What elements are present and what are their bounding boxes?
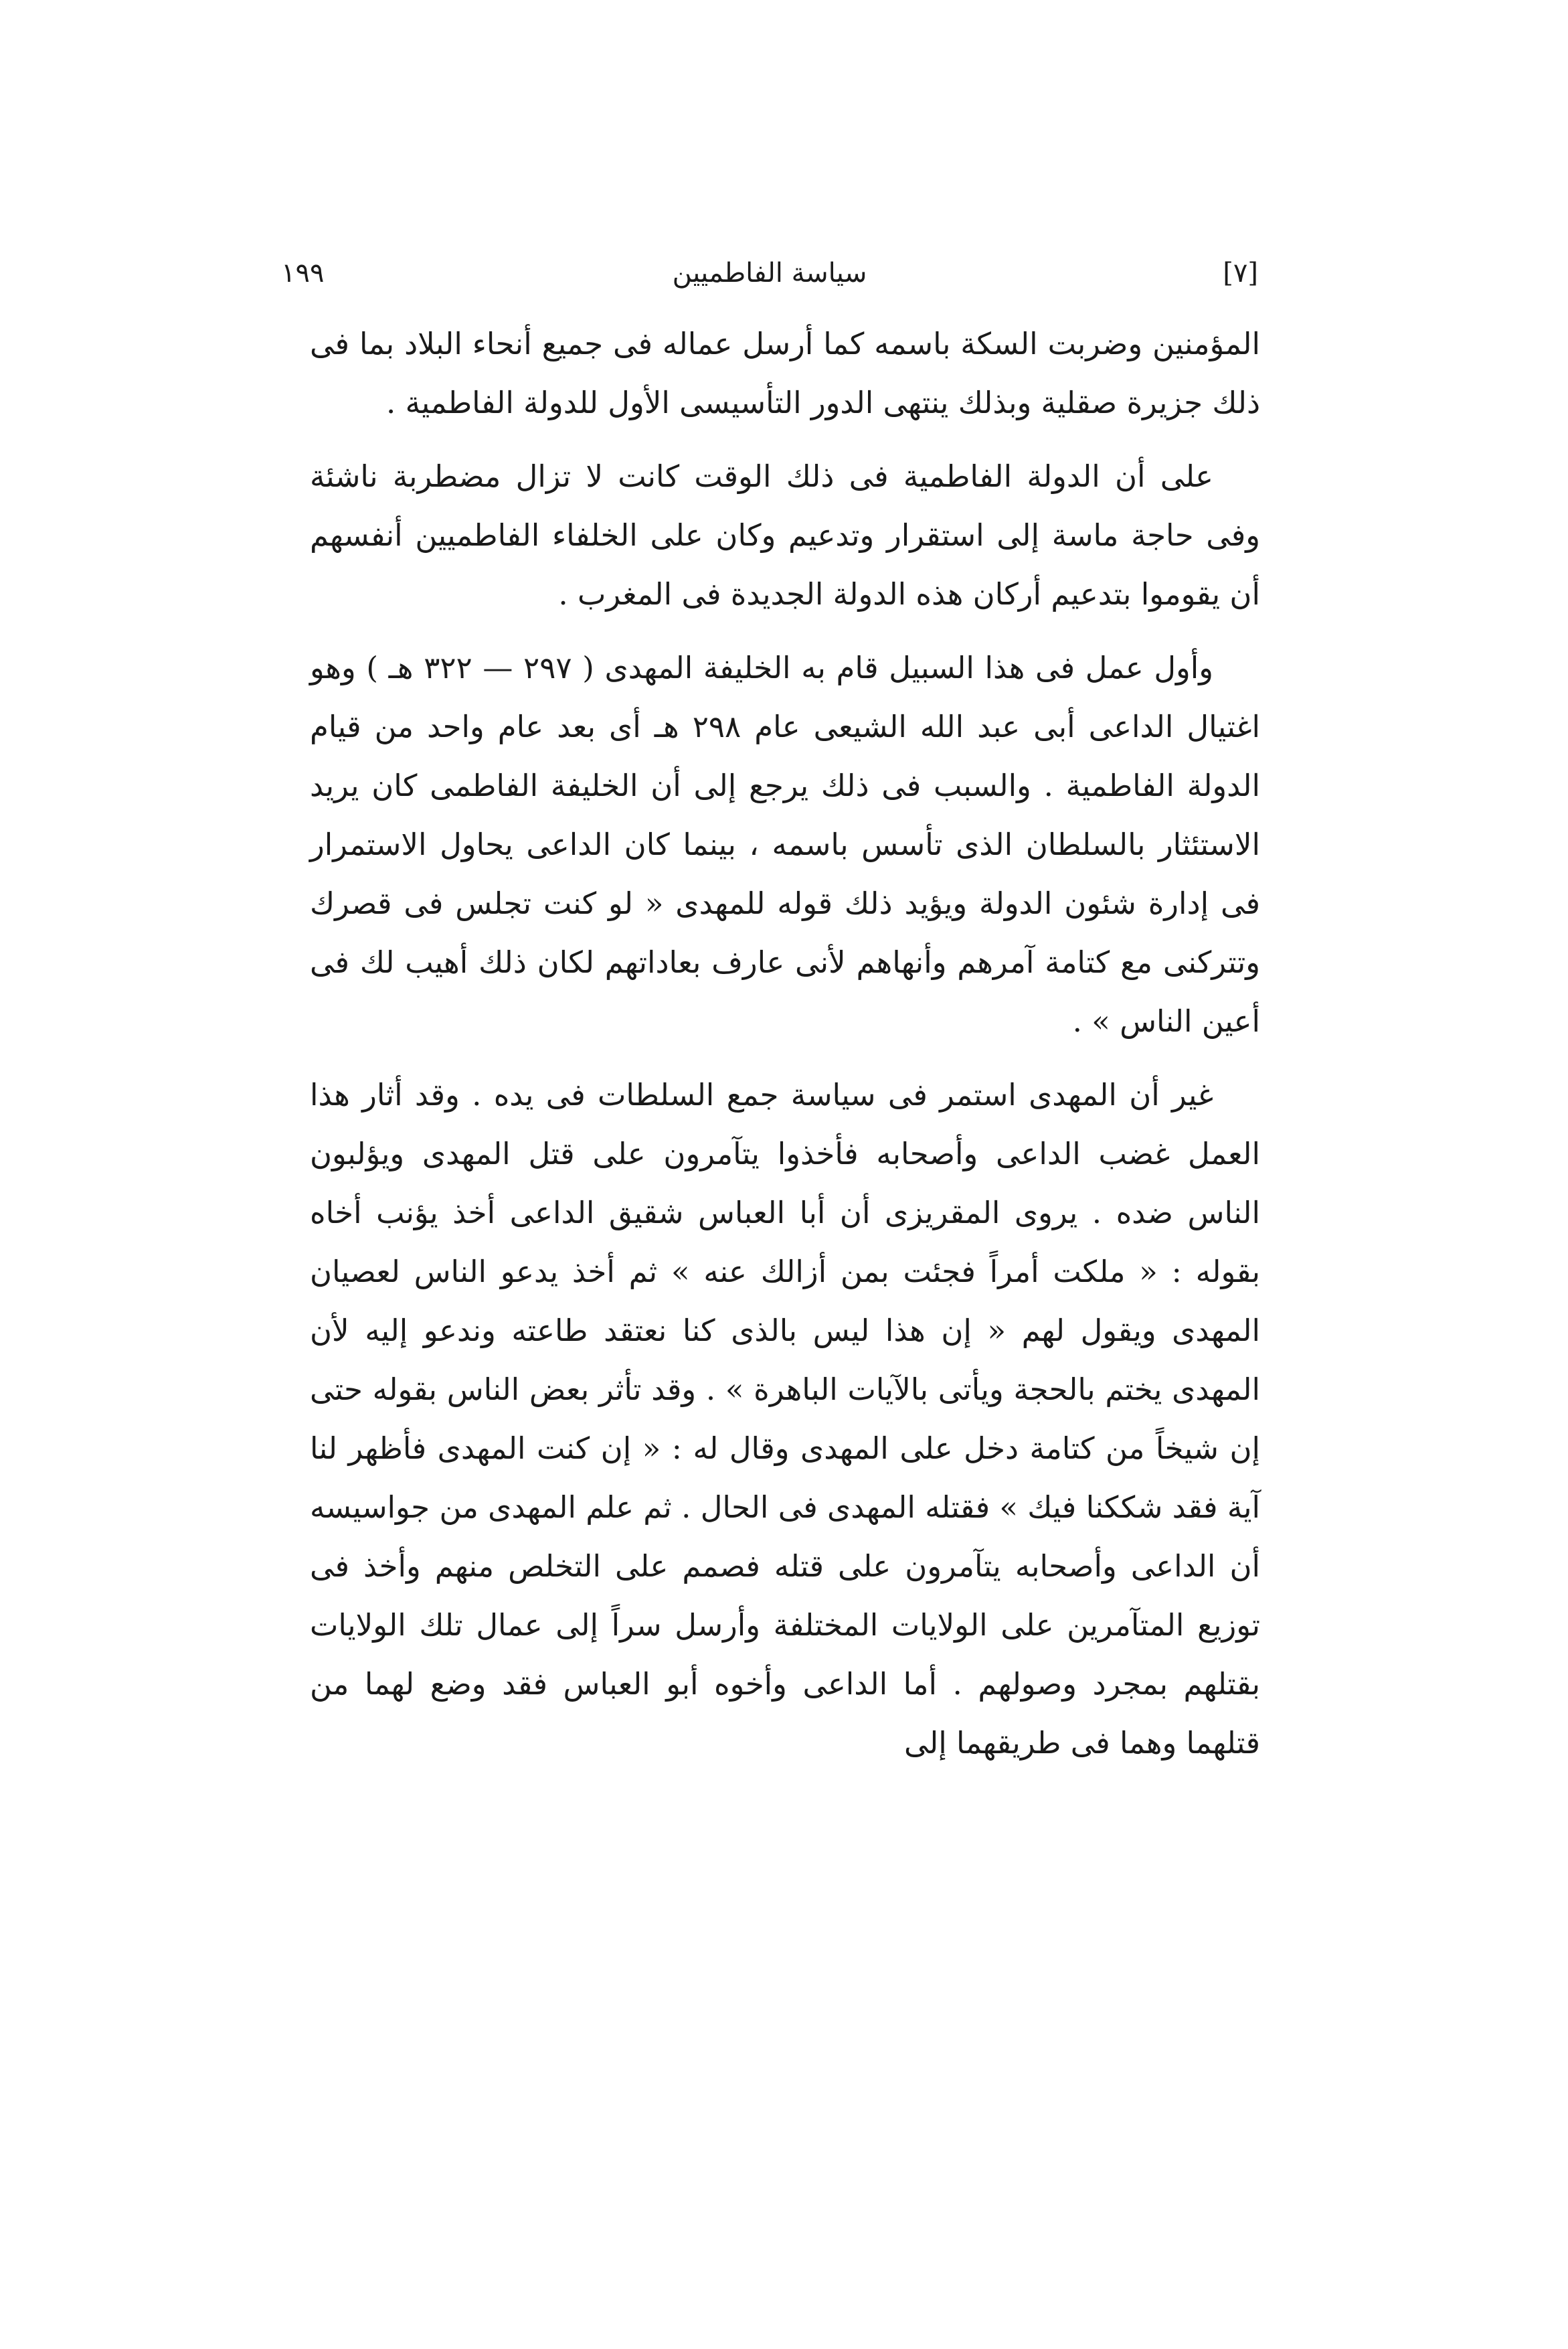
page-header (281, 253, 1258, 300)
paragraph-1: المؤمنين وضربت السكة باسمه كما أرسل عماله فى جميع أنحاء البلاد بما فى ذلك جزيرة صقلية وبذلك ينتهى الدور التأسيسى الأول للدولة الفاطمية . (310, 326, 1260, 420)
section-marker: [٧] (1223, 258, 1258, 289)
page-number: ١٩٩ (281, 258, 325, 289)
paragraph-3: وأول عمل فى هذا السبيل قام به الخليفة المهدى ( ٢٩٧ — ٣٢٢ هـ ) وهو اغتيال الداعى أبى عبد الله الشيعى عام ٢٩٨ هـ أى بعد عام واحد من قيام الدولة الفاطمية . والسبب فى ذلك يرجع إلى أن الخليفة الفاطمى كان يريد الاستئثار بالسلطان الذى تأسس باسمه ، بينما كان الداعى يحاول الاستمرار فى إدارة شئون الدولة ويؤيد ذلك قوله للمهدى « لو كنت تجلس فى قصرك وتتركنى مع كتامة آمرهم وأنهاهم لأنى عارف بعاداتهم لكان ذلك أهيب لك فى أعين الناس » . (310, 650, 1260, 1039)
paragraph-2: على أن الدولة الفاطمية فى ذلك الوقت كانت لا تزال مضطربة ناشئة وفى حاجة ماسة إلى استقرار وتدعيم وكان على الخلفاء الفاطميين أنفسهم أن يقوموا بتدعيم أركان هذه الدولة الجديدة فى المغرب . (310, 459, 1260, 612)
text-body (310, 315, 1260, 1773)
paragraph-4: غير أن المهدى استمر فى سياسة جمع السلطات فى يده . وقد أثار هذا العمل غضب الداعى وأصحابه فأخذوا يتآمرون على قتل المهدى ويؤلبون الناس ضده . يروى المقريزى أن أبا العباس شقيق الداعى أخذ يؤنب أخاه بقوله : « ملكت أمراً فجئت بمن أزالك عنه » ثم أخذ يدعو الناس لعصيان المهدى ويقول لهم « إن هذا ليس بالذى كنا نعتقد طاعته وندعو إليه لأن المهدى يختم بالحجة ويأتى بالآيات الباهرة » . وقد تأثر بعض الناس بقوله حتى إن شيخاً من كتامة دخل على المهدى وقال له : « إن كنت المهدى فأظهر لنا آية فقد شككنا فيك » فقتله المهدى فى الحال . ثم علم المهدى من جواسيسه أن الداعى وأصحابه يتآمرون على قتله فصمم على التخلص منهم وأخذ فى توزيع المتآمرين على الولايات المختلفة وأرسل سراً إلى عمال تلك الولايات بقتلهم بمجرد وصولهم . أما الداعى وأخوه أبو العباس فقد وضع لهما من قتلهما وهما فى طريقهما إلى (310, 1077, 1260, 1761)
running-title: سياسة الفاطميين (672, 258, 867, 289)
